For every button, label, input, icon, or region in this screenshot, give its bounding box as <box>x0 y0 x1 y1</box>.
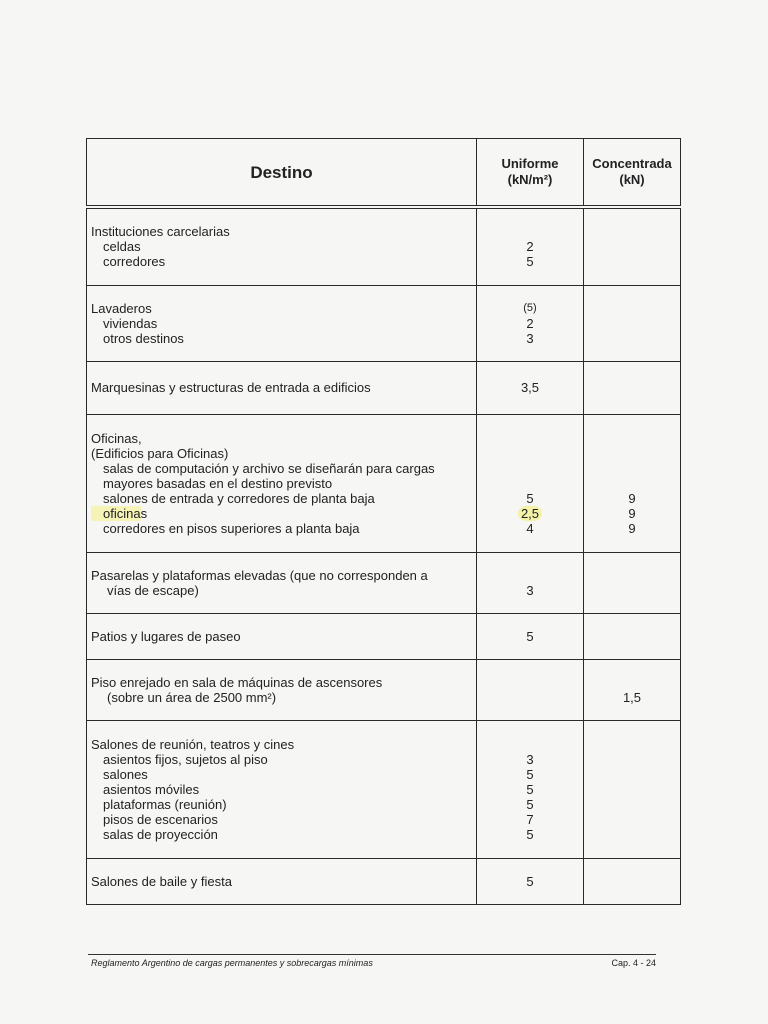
destino-cell <box>87 659 477 720</box>
concentrada-value <box>584 568 680 583</box>
concentrada-value <box>584 812 680 827</box>
uniforme-value <box>477 224 583 239</box>
concentrada-value <box>584 461 680 476</box>
destino-cell <box>87 207 477 285</box>
uniforme-cell <box>477 285 584 361</box>
concentrada-cell <box>584 285 681 361</box>
concentrada-value <box>584 254 680 269</box>
destino-line: asientos fijos, sujetos al piso <box>103 751 268 767</box>
table-row <box>87 720 681 858</box>
concentrada-value <box>584 767 680 782</box>
uniforme-cell <box>477 659 584 720</box>
uniforme-value: (5) <box>523 301 537 314</box>
concentrada-value <box>584 675 680 690</box>
uniforme-value: 4 <box>526 520 534 536</box>
destino-line: Piso enrejado en sala de máquinas de ascensores <box>91 674 383 690</box>
concentrada-cell <box>584 613 681 659</box>
destino-line: Marquesinas y estructuras de entrada a edificios <box>91 380 371 395</box>
uniforme-value: 2 <box>526 239 534 255</box>
header-concentrada <box>584 139 681 208</box>
uniforme-value: 5 <box>526 766 534 782</box>
concentrada-value <box>584 301 680 316</box>
uniforme-value <box>477 737 583 752</box>
concentrada-cell <box>584 659 681 720</box>
uniforme-cell <box>477 720 584 858</box>
uniforme-value: 5 <box>526 490 534 506</box>
destino-line: salones de entrada y corredores de planta baja <box>103 490 375 506</box>
highlighted-value: 2,5 <box>518 506 542 521</box>
concentrada-value <box>584 583 680 598</box>
destino-line: salas de computación y archivo se diseñarán para cargas <box>103 460 435 476</box>
destino-line: viviendas <box>103 315 158 331</box>
uniforme-value: 5 <box>526 873 534 889</box>
concentrada-value: 9 <box>628 505 636 521</box>
uniforme-cell <box>477 414 584 552</box>
table-row <box>87 552 681 613</box>
concentrada-value <box>584 431 680 446</box>
destino-cell <box>87 613 477 659</box>
destino-line: Salones de reunión, teatros y cines <box>91 736 295 752</box>
concentrada-value <box>584 629 680 644</box>
table-row <box>87 361 681 414</box>
uniforme-cell <box>477 613 584 659</box>
concentrada-value <box>584 380 680 395</box>
concentrada-cell <box>584 552 681 613</box>
uniforme-value: 5 <box>526 254 534 270</box>
concentrada-cell <box>584 414 681 552</box>
uniforme-value <box>477 690 583 705</box>
destino-line: Salones de baile y fiesta <box>91 873 232 889</box>
concentrada-value: 9 <box>628 520 636 536</box>
concentrada-cell <box>584 858 681 904</box>
concentrada-cell <box>584 720 681 858</box>
table-row <box>87 414 681 552</box>
destino-line: (sobre un área de 2500 mm²) <box>107 689 277 705</box>
destino-line: plataformas (reunión) <box>103 796 227 812</box>
destino-line: Patios y lugares de paseo <box>91 628 241 644</box>
destino-line: (Edificios para Oficinas) <box>91 445 229 461</box>
destino-line: salones <box>103 766 148 782</box>
destino-cell <box>87 361 477 414</box>
destino-line: vías de escape) <box>107 582 199 598</box>
concentrada-value <box>584 827 680 842</box>
uniforme-value: 5 <box>526 826 534 842</box>
concentrada-value <box>584 874 680 889</box>
uniforme-value <box>477 446 583 461</box>
uniforme-value <box>477 568 583 583</box>
uniforme-value: 3,5 <box>520 380 540 395</box>
concentrada-value <box>584 316 680 331</box>
table-row <box>87 285 681 361</box>
header-destino: Destino <box>87 139 477 208</box>
concentrada-cell <box>584 361 681 414</box>
header-uniforme-label: Uniforme <box>501 156 559 171</box>
destino-cell <box>87 552 477 613</box>
concentrada-value <box>584 224 680 239</box>
concentrada-value <box>584 331 680 346</box>
footer-page-number: Cap. 4 - 24 <box>611 958 656 968</box>
concentrada-value <box>584 797 680 812</box>
uniforme-cell <box>477 552 584 613</box>
live-loads-table <box>86 138 681 905</box>
destino-line: pisos de escenarios <box>103 811 218 827</box>
header-concentrada-label: Concentrada <box>592 156 672 171</box>
table-row <box>87 613 681 659</box>
header-uniforme <box>477 139 584 208</box>
uniforme-value: 5 <box>526 781 534 797</box>
destino-line: salas de proyección <box>103 826 218 842</box>
destino-line: Pasarelas y plataformas elevadas (que no corresponden a <box>91 567 428 583</box>
destino-line: Oficinas, <box>91 430 142 446</box>
uniforme-value: 7 <box>526 811 534 827</box>
destino-cell <box>87 414 477 552</box>
concentrada-cell <box>584 207 681 285</box>
uniforme-cell <box>477 361 584 414</box>
uniforme-value: 3 <box>526 330 534 346</box>
destino-cell <box>87 720 477 858</box>
concentrada-value <box>584 782 680 797</box>
table-row <box>87 659 681 720</box>
destino-cell <box>87 858 477 904</box>
uniforme-value: 5 <box>526 796 534 812</box>
destino-line: corredores <box>103 254 166 270</box>
header-uniforme-unit: (kN/m²) <box>507 172 553 187</box>
concentrada-value <box>584 239 680 254</box>
concentrada-value <box>584 476 680 491</box>
concentrada-value: 1,5 <box>622 689 642 705</box>
destino-line: otros destinos <box>103 330 184 346</box>
uniforme-value: 2 <box>526 315 534 331</box>
page-footer <box>88 954 656 968</box>
destino-line: oficinas <box>91 506 470 521</box>
destino-line: Instituciones carcelarias <box>91 224 230 240</box>
destino-line: Lavaderos <box>91 300 152 316</box>
destino-line: mayores basadas en el destino previsto <box>103 475 333 491</box>
table-row <box>87 858 681 904</box>
destino-line: celdas <box>103 239 141 255</box>
concentrada-value <box>584 752 680 767</box>
table-row <box>87 207 681 285</box>
uniforme-value <box>477 431 583 446</box>
uniforme-value: 3 <box>526 582 534 598</box>
concentrada-value <box>584 446 680 461</box>
uniforme-value <box>477 675 583 690</box>
table-header-row <box>87 139 681 208</box>
destino-line: corredores en pisos superiores a planta baja <box>103 520 360 536</box>
uniforme-value <box>477 461 583 476</box>
uniforme-cell <box>477 858 584 904</box>
destino-cell <box>87 285 477 361</box>
concentrada-value <box>584 737 680 752</box>
header-concentrada-unit: (kN) <box>619 172 645 187</box>
uniforme-value <box>477 506 583 521</box>
footer-title: Reglamento Argentino de cargas permanentes y sobrecargas mínimas <box>91 958 373 968</box>
uniforme-value <box>477 476 583 491</box>
uniforme-cell <box>477 207 584 285</box>
uniforme-value: 3 <box>526 751 534 767</box>
uniforme-value: 5 <box>526 628 534 644</box>
destino-line: asientos móviles <box>103 781 200 797</box>
concentrada-value: 9 <box>628 490 636 506</box>
